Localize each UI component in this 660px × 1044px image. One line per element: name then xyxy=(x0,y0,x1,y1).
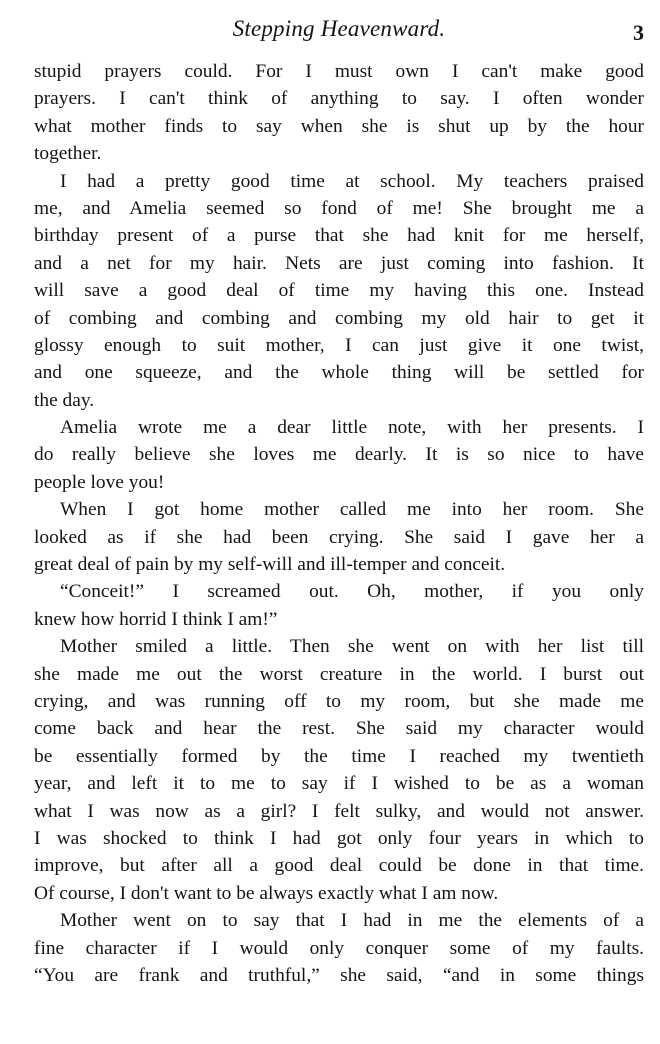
text-line: crying, and was running off to my room, but she made me xyxy=(34,690,644,712)
text-line: me, and Amelia seemed so fond of me! She brought me a xyxy=(34,197,644,219)
body-text xyxy=(34,58,644,989)
text-line: great deal of pain by my self-will and ill-temper and conceit. xyxy=(34,554,506,576)
text-line: be essentially formed by the time I reached my twentieth xyxy=(34,745,644,767)
text-line: looked as if she had been crying. She said I gave her a xyxy=(34,526,644,548)
text-line: and one squeeze, and the whole thing will be settled for xyxy=(34,362,644,384)
text-line: Mother went on to say that I had in me the elements of a xyxy=(60,910,644,932)
text-line: will save a good deal of time my having this one. Instead xyxy=(34,280,644,302)
text-line: Mother smiled a little. Then she went on with her list till xyxy=(60,636,644,658)
running-title: Stepping Heavenward. xyxy=(232,16,446,41)
book-page xyxy=(34,0,644,1044)
text-line: fine character if I would only conquer some of my faults. xyxy=(34,937,644,959)
running-head xyxy=(34,16,644,46)
text-line: Of course, I don't want to be always exactly what I am now. xyxy=(34,882,499,904)
text-line: year, and left it to me to say if I wished to be as a woman xyxy=(34,773,644,795)
text-line: together. xyxy=(34,143,102,165)
text-line: I had a pretty good time at school. My teachers praised xyxy=(60,170,644,192)
text-line: “Conceit!” I screamed out. Oh, mother, if you only xyxy=(60,581,644,603)
text-line: “You are frank and truthful,” she said, “and in some things xyxy=(34,964,644,986)
text-line: of combing and combing and combing my old hair to get it xyxy=(34,307,644,329)
page-number: 3 xyxy=(633,20,644,45)
text-line: she made me out the worst creature in the world. I burst out xyxy=(34,663,644,685)
text-line: glossy enough to suit mother, I can just give it one twist, xyxy=(34,334,644,356)
text-line: do really believe she loves me dearly. It is so nice to have xyxy=(34,444,644,466)
text-line: prayers. I can't think of anything to say. I often wonder xyxy=(34,88,644,110)
text-line: birthday present of a purse that she had knit for me herself, xyxy=(34,225,644,247)
text-line: people love you! xyxy=(34,471,165,493)
text-line: improve, but after all a good deal could be done in that time. xyxy=(34,855,644,877)
text-line: come back and hear the rest. She said my character would xyxy=(34,718,644,740)
text-line: what I was now as a girl? I felt sulky, and would not answer. xyxy=(34,800,644,822)
text-line: When I got home mother called me into her room. She xyxy=(60,499,644,521)
text-line: the day. xyxy=(34,389,95,411)
text-line: and a net for my hair. Nets are just coming into fashion. It xyxy=(34,252,644,274)
text-line: I was shocked to think I had got only four years in which to xyxy=(34,827,644,849)
text-line: stupid prayers could. For I must own I can't make good xyxy=(34,61,644,82)
text-line: Amelia wrote me a dear little note, with her presents. I xyxy=(60,417,644,439)
text-line: knew how horrid I think I am!” xyxy=(34,608,278,630)
text-line: what mother finds to say when she is shut up by the hour xyxy=(34,115,644,137)
